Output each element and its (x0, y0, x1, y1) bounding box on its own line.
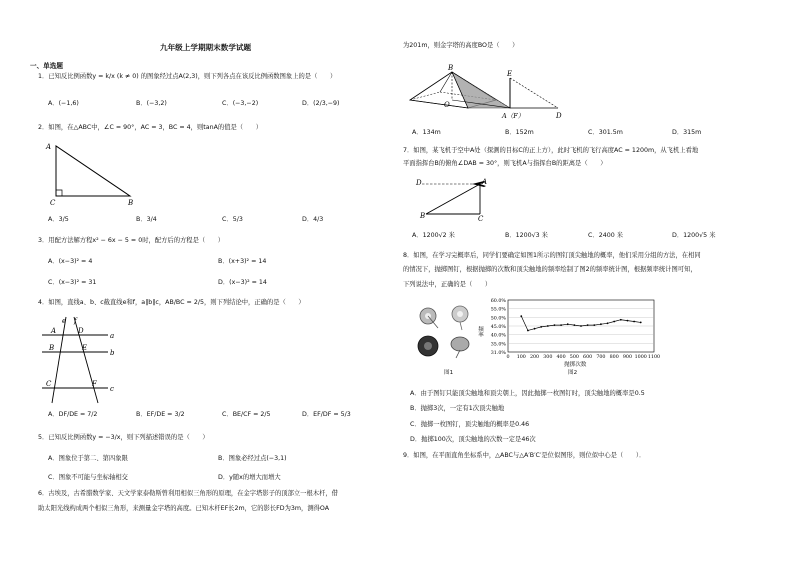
q6-option-a: A．134m (412, 129, 441, 136)
q4-option-d: D．EF/DF = 5/3 (302, 411, 351, 418)
q8-option-b: B．抛掷3次，一定有1次顶尖触地 (410, 405, 505, 412)
q6-pyramid-figure (406, 62, 586, 120)
q6-label-AF: A（F） (502, 112, 525, 120)
data-point (520, 315, 522, 317)
data-point (540, 326, 542, 328)
x-tick-label: 200 (529, 355, 540, 360)
thumbtack-2 (452, 306, 468, 330)
thumbtack-3 (418, 336, 438, 356)
x-tick-label: 400 (556, 355, 566, 360)
data-point (534, 328, 536, 330)
data-point (587, 324, 589, 326)
q1-option-b: B．(−3,2) (136, 100, 167, 107)
q2-option-a: A．3/5 (48, 216, 69, 223)
q6-stem-line2: 助太阳光线构成两个相似三角形，来测量金字塔的高度。已知木杆EF长2m，它的影长FD为3m，测得OA (38, 505, 330, 512)
q4-option-b: B．EF/DE = 3/2 (136, 411, 185, 418)
x-tick-label: 600 (583, 355, 593, 360)
q3-option-d: D．(x−3)² = 14 (218, 279, 267, 286)
frequency-chart (478, 296, 668, 370)
page-title: 九年级上学期期末数学试题 (160, 43, 252, 52)
thumbtack-4 (451, 337, 469, 358)
frequency-line (521, 316, 640, 330)
data-point (547, 325, 549, 327)
y-tick-label: 40.0% (490, 333, 506, 339)
q8-option-d: D．抛掷100次，顶尖触地的次数一定是46次 (410, 436, 536, 443)
fig1-caption: 图1 (444, 370, 454, 376)
q7-label-D: D (416, 179, 422, 187)
q2-option-c: C．5/3 (222, 216, 243, 223)
x-tick-label: 800 (609, 355, 619, 360)
q6-label-O: O (444, 101, 450, 109)
y-tick-label: 55.0% (490, 307, 506, 313)
q7-option-a: A．1200√2 米 (412, 232, 455, 239)
q2-triangle-figure (40, 138, 150, 206)
q4-label-b: b (110, 349, 115, 357)
data-point (620, 319, 622, 321)
q4-label-E: E (82, 344, 88, 352)
q1-option-a: A．(−1,6) (48, 100, 79, 107)
chart-x-label: 抛掷次数 (564, 362, 587, 368)
data-point (600, 323, 602, 325)
y-tick-label: 60.0% (490, 299, 506, 304)
y-tick-label: 50.0% (490, 316, 506, 322)
x-tick-label: 500 (569, 355, 579, 360)
x-tick-label: 0 (506, 355, 510, 360)
q8-stem-line3: 下列说法中，正确的是（ ） (403, 281, 492, 288)
q5-option-b: B．图象必经过点(−3,1) (218, 455, 287, 462)
q4-label-B: B (49, 344, 55, 352)
q6-stem-line3: 为201m，则金字塔的高度BO是（ ） (403, 42, 519, 49)
x-tick-label: 100 (516, 355, 526, 360)
q4-label-C: C (46, 380, 52, 388)
data-point (593, 324, 595, 326)
chart-y-label: 频率 (477, 326, 483, 337)
q2-option-d: D．4/3 (302, 216, 324, 223)
data-point (640, 322, 642, 324)
q2-option-b: B．3/4 (136, 216, 157, 223)
data-point (627, 320, 629, 322)
data-point (573, 324, 575, 326)
q7-label-C: C (478, 215, 484, 223)
q1-option-d: D．(2/3,−9) (302, 100, 340, 107)
q6-option-d: D．315m (672, 129, 702, 136)
q8-stem-line2: 的情况下，抛掷图钉，根据抛掷的次数和顶尖触地的频率绘制了图2的频率统计图，根据频率统计图可知， (403, 266, 697, 273)
q8-option-a: A．由于图钉只能顶尖触地和顶尖朝上，因此抛掷一枚图钉时，顶尖触地的概率是0.5 (410, 390, 645, 397)
q5-stem: 5．已知反比例函数y = −3/x，则下列描述错误的是（ ） (38, 434, 209, 441)
q2-stem: 2．如图，在△ABC中，∠C = 90°，AC = 3，BC = 4，则tanA的值是（ ） (38, 124, 262, 131)
section-heading: 一、单选题 (30, 62, 63, 70)
y-tick-label: 35.0% (490, 342, 506, 348)
q2-label-a: A (46, 143, 52, 151)
q4-label-c: c (110, 385, 114, 393)
y-tick-label: 31.0% (490, 351, 506, 356)
q4-parallel-lines-figure (40, 313, 120, 405)
q7-option-c: C．2400 米 (588, 232, 624, 239)
q7-airplane-figure (412, 174, 502, 222)
data-point (580, 325, 582, 327)
q4-option-c: C．BE/CF = 2/5 (222, 411, 271, 418)
q6-label-B: B (448, 64, 454, 72)
q4-label-e: e (62, 317, 67, 325)
q5-option-d: D．y随x的增大而增大 (218, 474, 281, 481)
q4-option-a: A．DF/DE = 7/2 (48, 411, 98, 418)
q9-stem: 9．如图，在平面直角坐标系中，△ABC与△A′B′C′是位似图形，则位似中心是（ ）． (403, 452, 646, 459)
q2-label-b: B (128, 199, 134, 207)
fig2-caption: 图2 (568, 370, 578, 376)
q7-label-A: A (482, 178, 488, 186)
data-point (607, 322, 609, 324)
q7-option-d: D．1200√5 米 (672, 232, 716, 239)
q3-option-a: A．(x−3)² = 4 (48, 258, 93, 265)
data-point (567, 323, 569, 325)
q4-label-F: F (92, 380, 97, 388)
thumbtack-1 (420, 308, 438, 328)
q4-label-a: a (110, 332, 115, 340)
x-tick-label: 1000 (634, 355, 647, 360)
q8-stem-line1: 8．如图，在学习完概率后，同学们要确定如图1所示的图钉顶尖触地的概率，他们采用分组的方法，在相同 (403, 252, 701, 259)
q1-stem: 1．已知反比例函数y = k/x (k ≠ 0) 的图象经过点A(2,3)，则下列各点在该反比例函数图象上的是（ ） (38, 73, 337, 80)
q8-option-c: C．抛掷一枚图钉，顶尖触地的概率是0.46 (410, 421, 530, 428)
q6-option-c: C．301.5m (588, 129, 623, 136)
q4-stem: 4．如图，直线a、b、c截直线e和f，a∥b∥c，AB/BC = 2/5，则下列结论中，正确的是（ ） (38, 299, 305, 306)
q3-option-b: B．(x+3)² = 14 (218, 258, 267, 265)
data-point (560, 324, 562, 326)
data-point (633, 321, 635, 323)
q3-stem: 3．用配方法解方程x² − 6x − 5 = 0时，配方后的方程是（ ） (38, 237, 225, 244)
q6-label-E: E (507, 70, 513, 78)
x-tick-label: 700 (596, 355, 606, 360)
q2-label-c: C (50, 199, 56, 207)
q4-label-D: D (78, 327, 84, 335)
q7-option-b: B．1200√3 米 (505, 232, 548, 239)
data-point (554, 324, 556, 326)
x-tick-label: 1100 (647, 355, 661, 360)
q1-option-c: C．(−3,−2) (222, 100, 259, 107)
chart-series (520, 315, 641, 331)
x-tick-label: 900 (622, 355, 633, 360)
q6-option-b: B．152m (505, 129, 534, 136)
q8-thumbtack-photos (410, 300, 486, 366)
q7-label-B: B (420, 212, 426, 220)
q7-stem-line2: 平面指挥台B的俯角∠DAB = 30°，则飞机A与指挥台B的距离是（ ） (403, 160, 607, 167)
q5-option-a: A．图象位于第二、第四象限 (48, 455, 128, 462)
chart-x-ticks (506, 354, 660, 360)
q6-label-D: D (556, 112, 562, 120)
data-point (613, 321, 615, 323)
chart-y-ticks (491, 298, 507, 356)
q7-stem-line1: 7．如图，某飞机于空中A处（探测的目标C的正上方），此时飞机的飞行高度AC = 1200m，从飞机上看地 (403, 147, 699, 154)
q4-label-A: A (51, 327, 57, 335)
y-tick-label: 45.0% (490, 325, 506, 330)
x-tick-label: 300 (543, 355, 553, 360)
q4-label-f: f (74, 317, 77, 325)
q3-option-c: C．(x−3)² = 31 (48, 279, 97, 286)
q6-stem-line1: 6．古埃及，古希腊数学家、天文学家泰勒斯曾利用相似三角形的原理，在金字塔影子的顶部立一根木杆，借 (38, 490, 338, 497)
q5-option-c: C．图象不可能与坐标轴相交 (48, 474, 128, 481)
data-point (527, 330, 529, 332)
